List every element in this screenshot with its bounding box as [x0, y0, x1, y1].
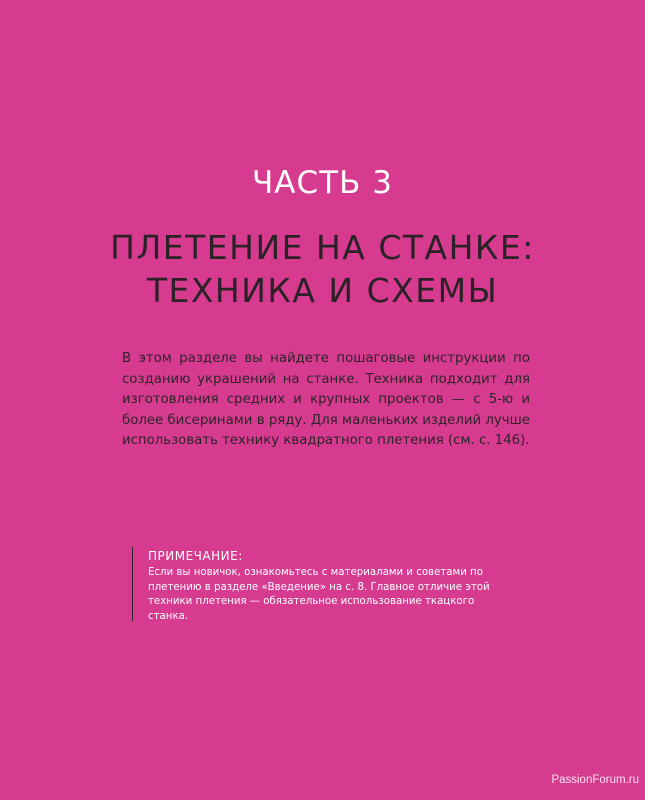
chapter-title-line-2: ТЕХНИКА И СХЕМЫ: [146, 271, 499, 310]
chapter-title: [0, 226, 645, 312]
intro-paragraph: В этом разделе вы найдете пошаговые инструкции по созданию украшений на станке. Техника подходит для изготовления средних и крупных проектов — с 5-ю и более бисеринами в ряду. Для маленьких изделий лучше использовать технику квадратного плетения (см. с. 146).: [122, 351, 530, 448]
note-text: Если вы новичок, ознакомьтесь с материалами и советами по плетению в разделе «Введение» на с. 8. Главное отличие этой техники плетения — обязательное использование ткацкого станка.: [148, 567, 490, 622]
note-heading: ПРИМЕЧАНИЕ:: [148, 549, 243, 563]
chapter-title-line-1: ПЛЕТЕНИЕ НА СТАНКЕ:: [110, 228, 535, 267]
part-label: ЧАСТЬ 3: [252, 165, 393, 201]
watermark: PassionForum.ru: [551, 774, 639, 786]
note-box: [132, 547, 528, 621]
